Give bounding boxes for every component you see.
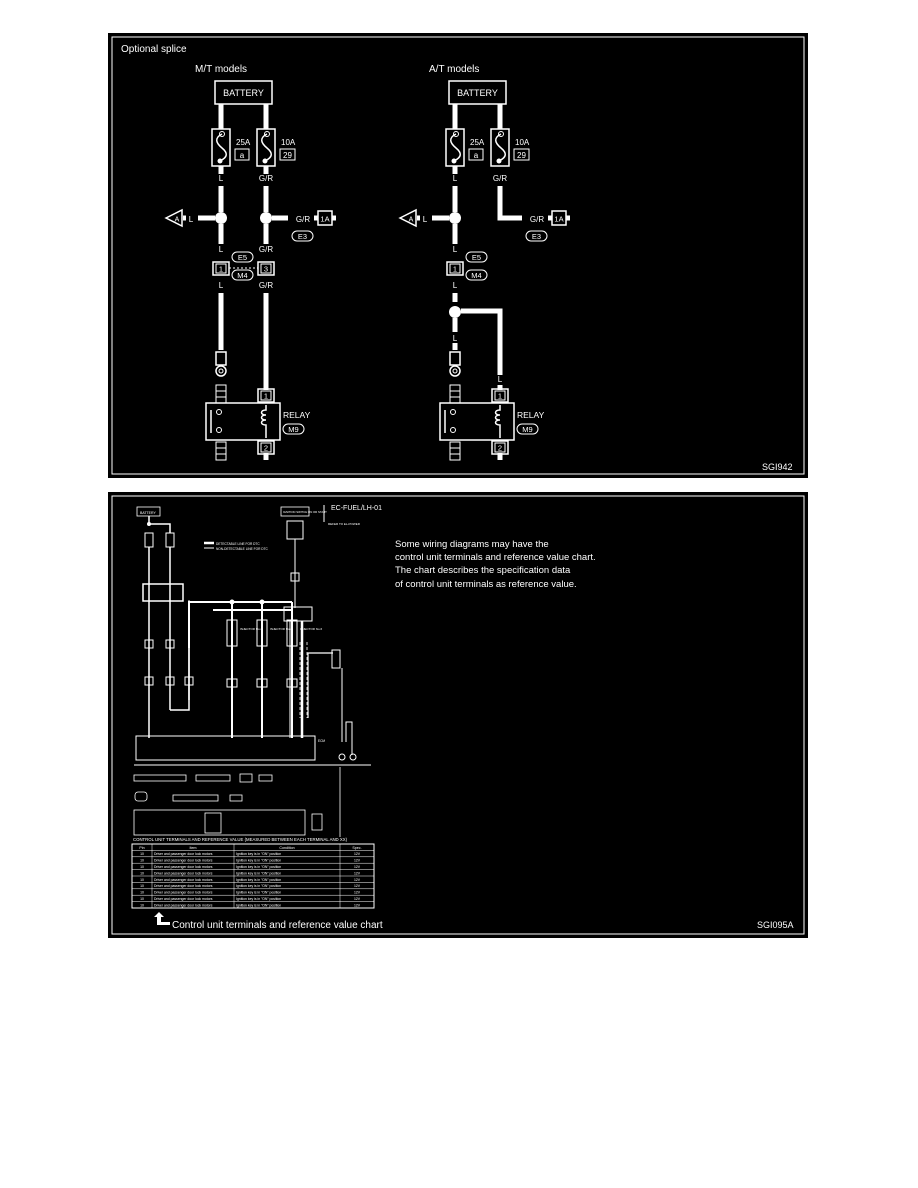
table-cell-item: Driver and passenger door lock motors — [154, 903, 213, 908]
battery-label: BATTERY — [223, 88, 264, 98]
ecm-label: ECM — [318, 739, 326, 743]
table-cell-pin: 10 — [140, 858, 144, 863]
relay-pin: 1 — [263, 391, 269, 401]
connector-e3: E3 — [531, 232, 542, 241]
figure-id: SGI095A — [757, 920, 794, 930]
table-cell-condition: Ignition key is in "ON" position — [236, 903, 282, 908]
wire-color-label: L — [188, 215, 194, 224]
figure-title: Optional splice — [121, 44, 187, 55]
wire-color-label: L — [218, 245, 224, 254]
connector-pin: 1 — [218, 264, 224, 274]
figure-id: SGI942 — [762, 462, 793, 472]
fuse-rating: 25A — [236, 138, 251, 147]
wire-color-label: L — [422, 215, 428, 224]
arrow-label: A — [174, 216, 180, 224]
wire-color-label: G/R — [492, 174, 508, 183]
connector-e5: E5 — [471, 253, 482, 262]
fuse-terminal — [497, 159, 502, 164]
connector-1a: 1A — [320, 214, 330, 224]
fuse-id: 29 — [517, 151, 526, 160]
table-header-pin: Pin — [139, 845, 145, 850]
panel-heading: M/T models — [195, 64, 248, 75]
connector-m4: M4 — [237, 271, 248, 280]
table-cell-condition: Ignition key is in "ON" position — [236, 852, 282, 857]
splice-point — [449, 306, 461, 318]
wire-color-label: L — [452, 281, 458, 290]
wire-color-label: L — [497, 375, 503, 384]
relay-pin: 2 — [497, 443, 503, 453]
connector-e5: E5 — [237, 253, 248, 262]
table-cell-spec: 12V — [353, 890, 361, 895]
relay-label: RELAY — [283, 410, 311, 420]
connector-pin: 1 — [452, 264, 458, 274]
table-cell-condition: Ignition key is in "ON" position — [236, 871, 282, 876]
refer-label: REFER TO EL-POWER — [328, 522, 360, 526]
figure-optional-splice — [108, 33, 808, 478]
table-cell-spec: 12V — [353, 852, 361, 857]
table-cell-pin: 10 — [140, 884, 144, 889]
table-cell-item: Driver and passenger door lock motors — [154, 858, 213, 863]
connector-pin: 3 — [263, 264, 269, 274]
wire-color-label: G/R — [258, 174, 274, 183]
table-cell-item: Driver and passenger door lock motors — [154, 877, 213, 882]
connector-m9: M9 — [288, 425, 299, 434]
table-cell-item: Driver and passenger door lock motors — [154, 890, 213, 895]
arrow-label: A — [408, 216, 414, 224]
description-line: Some wiring diagrams may have the — [395, 539, 549, 550]
table-title: CONTROL UNIT TERMINALS AND REFERENCE VALUE (MEASURED BETWEEN EACH TERMINAL AND XX) — [133, 837, 348, 842]
fuse-rating: 25A — [470, 138, 485, 147]
fuse-terminal — [263, 159, 268, 164]
battery-label: BATTERY — [457, 88, 498, 98]
fuse-id: 29 — [283, 151, 292, 160]
wire-color-label: L — [452, 174, 458, 183]
fuse-terminal — [218, 159, 223, 164]
table-cell-spec: 12V — [353, 865, 361, 869]
table-cell-spec: 12V — [353, 871, 361, 876]
table-cell-condition: Ignition key is in "ON" position — [236, 884, 282, 889]
description-line: of control unit terminals as reference value. — [395, 579, 577, 590]
table-cell-spec: 12V — [353, 884, 361, 889]
table-cell-condition: Ignition key is in "ON" position — [236, 858, 282, 863]
figure-wiring-diagram-example — [108, 492, 808, 938]
injector-label: INJECTOR No.6 — [300, 627, 323, 631]
table-cell-spec: 12V — [353, 903, 361, 908]
wire-color-label: L — [218, 281, 224, 290]
splice-point — [449, 212, 461, 224]
connector-m9: M9 — [522, 425, 533, 434]
legend-non-detectable: NON-DETECTABLE LINE FOR DTC — [216, 547, 268, 551]
table-cell-item: Driver and passenger door lock motors — [154, 897, 213, 901]
table-cell-item: Driver and passenger door lock motors — [154, 871, 213, 876]
wire-color-label: G/R — [258, 245, 274, 254]
table-cell-condition: Ignition key is in "ON" position — [236, 865, 282, 869]
fuse-id: a — [239, 151, 245, 160]
legend-detectable: DETECTABLE LINE FOR DTC — [216, 542, 260, 546]
battery-label: BATTERY — [140, 511, 156, 515]
fuse-rating: 10A — [515, 138, 530, 147]
description-line: The chart describes the specification data — [395, 565, 571, 576]
table-cell-item: Driver and passenger door lock motors — [154, 852, 213, 857]
injector-label: INJECTOR No.4 — [270, 627, 293, 631]
wire-color-label: G/R — [529, 215, 545, 224]
table-header-condition: Condition — [279, 845, 295, 850]
relay-pin: 1 — [497, 391, 503, 401]
table-cell-pin: 10 — [140, 903, 144, 908]
diagram-code: EC-FUEL/LH-01 — [331, 505, 382, 512]
relay-label: RELAY — [517, 410, 545, 420]
table-cell-spec: 12V — [353, 877, 361, 882]
wire-color-label: L — [452, 334, 458, 343]
wire-color-label: G/R — [258, 281, 274, 290]
table-cell-pin: 10 — [140, 877, 144, 882]
ignition-switch-label: IGNITION SWITCH ON OR START — [283, 510, 327, 514]
injector-label: INJECTOR No.2 — [240, 627, 263, 631]
caption: Control unit terminals and reference value chart — [172, 920, 383, 931]
table-cell-pin: 10 — [140, 852, 144, 857]
table-cell-condition: Ignition key is in "ON" position — [236, 877, 282, 882]
description-line: control unit terminals and reference value chart. — [395, 552, 596, 563]
table-cell-spec: 12V — [353, 858, 361, 863]
table-cell-pin: 10 — [140, 871, 144, 876]
connector-m4: M4 — [471, 271, 482, 280]
splice-point — [215, 212, 227, 224]
table-cell-pin: 10 — [140, 897, 144, 901]
connector-1a: 1A — [554, 214, 564, 224]
wire-color-label: G/R — [295, 215, 311, 224]
table-header-item: Item — [189, 845, 197, 850]
table-cell-condition: Ignition key is in "ON" position — [236, 897, 282, 901]
table-cell-pin: 10 — [140, 890, 144, 895]
fuse-id: a — [473, 151, 479, 160]
table-header-spec: Spec. — [352, 845, 362, 850]
fuse-rating: 10A — [281, 138, 296, 147]
table-cell-spec: 12V — [353, 897, 361, 901]
panel-heading: A/T models — [429, 64, 480, 75]
fuse-terminal — [452, 159, 457, 164]
splice-point — [260, 212, 272, 224]
table-cell-item: Driver and passenger door lock motors — [154, 884, 213, 889]
table-cell-pin: 10 — [140, 865, 144, 869]
table-cell-item: Driver and passenger door lock motors — [154, 865, 213, 869]
wire-color-label: L — [452, 245, 458, 254]
relay-pin: 2 — [263, 443, 269, 453]
connector-e3: E3 — [297, 232, 308, 241]
wire-color-label: L — [218, 174, 224, 183]
table-cell-condition: Ignition key is in "ON" position — [236, 890, 282, 895]
